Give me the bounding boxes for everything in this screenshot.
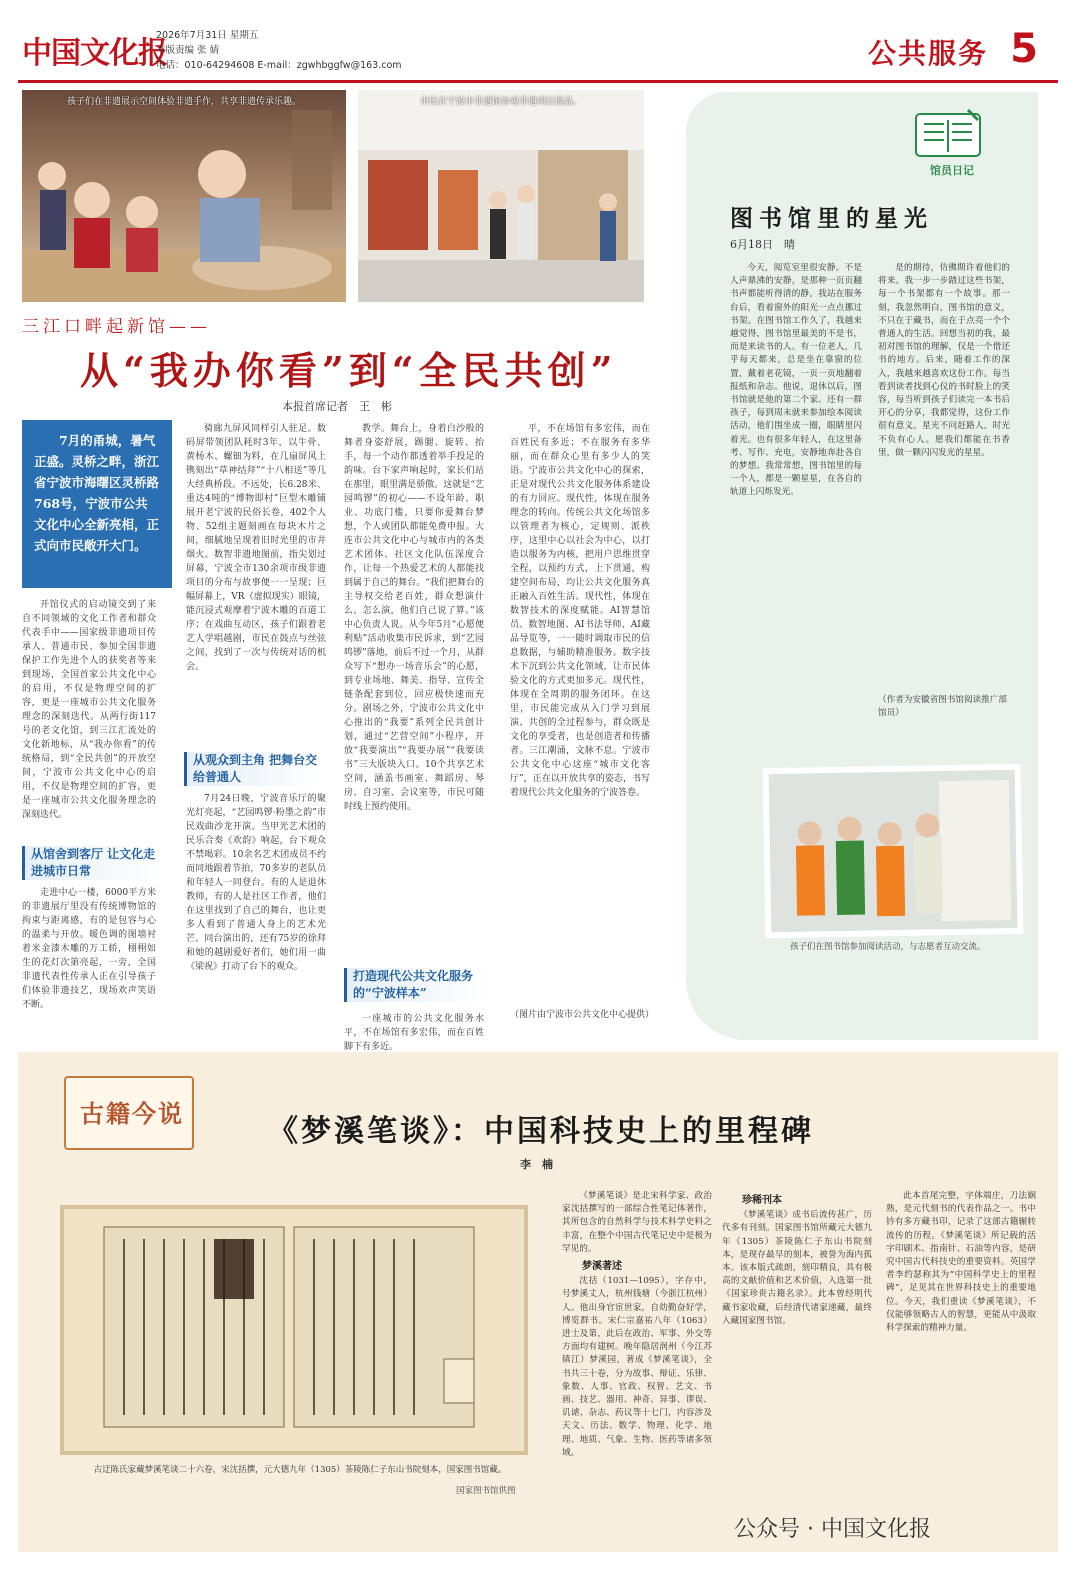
article-col4-source: （图片由宁波市公共文化中心提供） <box>510 1010 655 1020</box>
article-column-1b <box>22 886 156 1034</box>
editor-line: 本版责编 张 婧 <box>156 45 220 56</box>
diary-photo <box>763 764 1024 938</box>
photo-children-craft <box>22 90 346 302</box>
diary-photo-caption: 孩子们在图书馆参加阅读活动，与志愿者互动交流。 <box>790 942 986 952</box>
article-col1-text: 开馆仪式的启动镜交到了来自不同领域的文化工作者和群众代表手中——国家级非遗项目传承人、普通市民、参加全国非遗保护工作先进个人的获奖者等来到现场，全国首家公共文化中心的启用，不仅是物理空间的扩容，更是一座城市公共文化服务理念的深刻迭代。从两行街117号的老文化馆，到三江汇流处的文化新地标，从“我办你看”的传统格局，到“全民共创”的开放空间，宁波市公共文化中心的启用，不仅是物理空间的扩容，更是一座城市公共文化服务理念的深刻迭代。 <box>22 600 156 820</box>
bottom-column-1 <box>562 1190 712 1536</box>
diary-col2-text: 是的期待，仿佛期许着他们的将来。我一步一步踏过这些书架，每一个书架都有一个故事。那一刻，我忽然明白，图书馆的意义，不只在于藏书，而在于点亮一个个普通人的生活。回想当初的我，最初对图书馆的理解，仅是一个借还书的地方。后来，随着工作的深入，我越来越喜欢这份工作。每当看到读者找到心仪的书时脸上的笑容，每当听到孩子们读完一本书后开心的分享，我都觉得，这份工作很有意义。星光不问赶路人，时光不负有心人。愿我们都能在书香里，做一颗闪闪发光的星星。 <box>878 263 1010 458</box>
ancient-book-credit: 国家图书馆供图 <box>456 1486 516 1496</box>
subheading-2: 从观众到主角 把舞台交给普通人 <box>184 752 327 786</box>
photo-heritage-hall-image <box>358 90 644 302</box>
bottom-author: 李 楠 <box>520 1158 553 1171</box>
bottom-col1-text: 《梦溪笔谈》是北宋科学家、政治家沈括撰写的一部综合性笔记体著作，其所包含的自然科学与技术科学史料之丰富，在整个中国古代笔记史中是极为罕见的。 <box>562 1191 712 1254</box>
gujin-badge <box>64 1076 194 1150</box>
book-icon <box>912 108 984 162</box>
gujin-badge-text: 古籍今说 <box>80 1099 184 1128</box>
bottom-subheading-1: 梦溪著述 <box>582 1261 622 1273</box>
article-col1-text2: 走进中心一楼，6000平方米的非遗展厅里没有传统博物馆的拘束与距离感，有的是包容与心的温柔与开放。暖色调的图墙衬着米金漆木雕的万工轿，栩栩如生的花灯次第亮起，一旁，全国非遗代表性传承人正在引导孩子们体验非遗技艺，现场欢声笑语不断。 <box>22 888 156 1010</box>
article-col3-text: 教学。舞台上，身着白沙般的舞者身姿舒展，踢腿、旋转、抬手，每一个动作都透着举手投足的韵味。台下家声响起时，家长们站在那里，眼里满是骄傲。这就是“艺园鸣锣”的初心——不设年龄、职业、功底门槛，只要你爱舞台梦想，个人或团队都能免费申报。大连市公共文化中心与城市内的各类艺术团体、社区文化队伍深度合作，让每一个热爱艺术的人都能找到属于自己的舞台。“我们把舞台的主导权交给老百姓，群众想演什么、怎么演，他们自己说了算。”该中心负责人说。从今年5月“心愿便利贴”活动收集市民诉求，到“艺园鸣锣”落地，前后不过一个月，从群众写下“想办一场音乐会”的心愿，到专业场地、舞美、指导、宣传全链条配套到位，回应极快速而充分。剧场之外，宁波市公共文化中心推出的“我要”系列全民共创计划，通过“艺营空间”小程序，开放“我要演出”“我要办展”“我要读书”三大版块入口。10个共享艺术空间，涵盖书画室、舞蹈房、琴房、自习室、会议室等，市民可随时线上预约使用。 <box>344 424 484 812</box>
bottom-title: 《梦溪笔谈》：中国科技史上的里程碑 <box>268 1114 814 1149</box>
article-intro-text: 7月的甬城，暑气正盛。灵桥之畔，浙江省宁波市海曙区灵桥路768号，宁波市公共文化中心全新亮相，正式向市民敞开大门。 <box>34 433 160 553</box>
article-col2-text: 骑廊九屏风同样引人驻足。数码屏带领团队耗时3年，以牛骨、黄杨木、螺钿为料，在几扇屏风上镌刻出“草神结拜”“十八相送”等几大经典桥段。不远处，长6.28米、重达4吨的“博物即村”巨型木雕铺展开老宁波的民俗长卷，402个人物、52组主题刻画在每块木片之间，细腻地呈现着旧时光里的市井烟火。数智非遗地图前，指尖划过屏幕，宁波全市130余项市级非遗项目的分布与故事便一一呈现；巨幅屏幕上，VR（虚拟现实）眼镜，能沉浸式观摩着宁波木雕的百道工序；在戏曲互动区，孩子们跟着老艺人学唱越剧，市民在鼓点与丝弦之间，找到了一次与传统对话的机会。 <box>186 424 326 672</box>
article-kicker: 三江口畔起新馆—— <box>22 317 211 337</box>
article-col4-text: 平，不在场馆有多宏伟，而在百姓民有多近；不在服务有多华丽，而在群众心里有多少人的笑语。宁波市公共文化中心的探索，正是对现代公共文化服务体系建设的有力回应。现代性，体现在服务理念的转向。传统公共文化场馆多以管理者为核心，定规则、派秩序，这里中心以社会为中心，以打造以服务为内核，把用户思维贯穿全程，以预约方式，上下贯通，构建空间布局，均让公共文化服务真正融入百姓生活。现代性，体现在数智技术的深度赋能。AI智慧馆员、数智地图、AI书法导师、AI藏品导览等，一一随时调取市民的信息数据，与辅助精准服务。数字技术下沉到公共文化领域，让市民体验文化的方式更加多元。现代性，体现在全周期的服务闭环。在这里，市民能完成从入门学习到展演、共创的全过程参与，群众既是文化的享受者，也是创造者和传播者。三江潮涌，文脉不息。宁波市公共文化中心这座“城市文化客厅”，正在以开放共享的姿态，书写着现代公共文化服务的宁波答卷。 <box>510 424 650 798</box>
bottom-col1b-text: 沈括（1031—1095），字存中，号梦溪丈人，杭州钱塘（今浙江杭州）人。他出身官宦世家，自幼勤奋好学，博览群书。宋仁宗嘉祐八年（1063）进士及第，此后在政治、军事、外交等方面均有建树。晚年隐居润州（今江苏镇江）梦溪园，著成《梦溪笔谈》，全书共三十卷，分为故事、辩证、乐律、象数、人事、官政、权智、艺文、书画、技艺、器用、神奇、异事、谬误、讥谑、杂志、药议等十七门，内容涉及天文、历法、数学、物理、化学、地理、地质、气象、生物、医药等诸多领域。 <box>562 1276 712 1458</box>
masthead-meta <box>156 28 402 73</box>
photo-children-craft-image <box>22 90 346 302</box>
contact-line: 电话：010-64294608 E-mail：zgwhbggfw@163.com <box>156 60 402 71</box>
bottom-col2-text: 《梦溪笔谈》成书后流传甚广，历代多有刊刻。国家图书馆所藏元大德九年（1305）茶陵陈仁子东山书院刻本，是现存最早的刻本，被誉为海内孤本。该本版式疏朗，刻印精良，具有极高的文献价值和艺术价值，入选第一批《国家珍贵古籍名录》。此本曾经明代藏书家收藏，后经清代诸家递藏，最终入藏国家图书馆。 <box>722 1210 872 1326</box>
date-line: 2026年7月31日 星期五 <box>156 30 259 41</box>
newspaper-logo: 中国文化报 <box>22 36 167 71</box>
diary-col1-text: 今天，阅览室里很安静。不是人声鼎沸的安静，是那种一页页翻书声都能听得清的静。我站在服务台后，看着窗外的阳光一点点挪过书架。在图书馆工作久了，我越来越觉得，图书馆里最美的不是书，而是来读书的人。有一位老人，几乎每天都来，总是坐在靠窗的位置，戴着老花镜，一页一页地翻着报纸和杂志。他说，退休以后，图书馆就是他的第二个家。还有一群孩子，每到周末就来参加绘本阅读活动，他们围坐成一圈，眼睛里闪着光。也有很多年轻人，在这里备考、写作、充电，安静地奔赴各自的梦想。我常常想，图书馆里的每一个人，都是一颗星星，在各自的轨道上闪烁发光。 <box>730 263 862 498</box>
diary-date: 6月18日 晴 <box>730 238 795 251</box>
bottom-subheading-2: 珍稀刊本 <box>742 1195 782 1206</box>
masthead <box>18 26 1062 80</box>
ancient-book-caption: 古迂陈氏家藏梦溪笔谈二十六卷，宋沈括撰，元大德九年（1305）茶陵陈仁子东山书院刻本，国家图书馆藏。 <box>93 1465 507 1475</box>
ancient-book-image <box>60 1205 528 1455</box>
subheading-1: 从馆舍到客厅 让文化走进城市日常 <box>22 846 161 880</box>
diary-column-1 <box>730 262 862 750</box>
diary-column-2 <box>878 262 1010 692</box>
article-column-1 <box>22 598 156 838</box>
photo-caption-left: 孩子们在非遗展示空间体验非遗手作，共享非遗传承乐趣。 <box>66 97 301 107</box>
bottom-column-3 <box>886 1190 1036 1508</box>
diary-title: 图书馆里的星光 <box>730 205 933 232</box>
masthead-rule <box>18 80 1058 83</box>
article-column-2 <box>186 422 326 744</box>
page-number: 5 <box>1010 26 1038 72</box>
subheading-3: 打造现代公共文化服务的“宁波样本” <box>344 968 489 1002</box>
photo-heritage-hall <box>358 90 644 302</box>
article-col2-text2: 7月24日晚，宁波音乐厅的聚光灯亮起，“艺园鸣锣·粉墨之韵”市民戏曲沙龙开演。当甲光艺术团的民乐合奏《欢韵》响起，台下观众不禁喝彩。10余名艺术团成员不约而同地跟着节拍，70多岁的老队员和年轻人一同登台。有的人是退休教师，有的人是社区工作者，他们在这里找到了自己的舞台，也让更多人看到了普通人身上的艺术光芒。同台演出的，还有75岁的徐拜和她的越剧爱好者们，她们用一曲《梁祝》打动了台下的观众。 <box>186 794 326 972</box>
article-byline: 本报首席记者 王 彬 <box>282 400 392 413</box>
article-column-4 <box>510 422 650 1004</box>
article-photo-source <box>510 1008 655 1036</box>
diary-photo-image <box>769 770 1018 932</box>
bottom-col3-text: 此本首尾完整，字体端庄，刀法娴熟，是元代刻书的代表作品之一。书中钤有多方藏书印，记录了这部古籍辗转流传的历程。《梦溪笔谈》所记载的活字印刷术、指南针、石油等内容，是研究中国古代科技史的重要资料。英国学者李约瑟称其为“中国科学史上的里程碑”，足见其在世界科技史上的重要地位。今天，我们重读《梦溪笔谈》，不仅能够领略古人的智慧，更能从中汲取科学探索的精神力量。 <box>886 1191 1036 1334</box>
photo-caption-right: 市民在宁波市非遗馆参观非遗项目展品。 <box>419 97 582 107</box>
article-column-3b <box>344 1012 484 1052</box>
article-column-2b <box>186 792 326 1034</box>
article-col3-text2: 一座城市的公共文化服务水平，不在场馆有多宏伟，而在百姓脚下有多近。 <box>344 1014 484 1052</box>
section-name: 公共服务 <box>867 37 988 70</box>
article-intro-box <box>22 420 172 588</box>
wechat-watermark: 公众号 · 中国文化报 <box>734 1517 931 1542</box>
article-column-3 <box>344 422 484 960</box>
ancient-book-svg <box>64 1209 524 1451</box>
bottom-column-2 <box>722 1190 872 1508</box>
article-headline: 从“我办你看”到“全民共创” <box>80 348 618 393</box>
diary-tag: 馆员日记 <box>930 164 974 177</box>
diary-author-note: （作者为安徽省图书馆阅读推广部馆员） <box>878 695 1007 719</box>
